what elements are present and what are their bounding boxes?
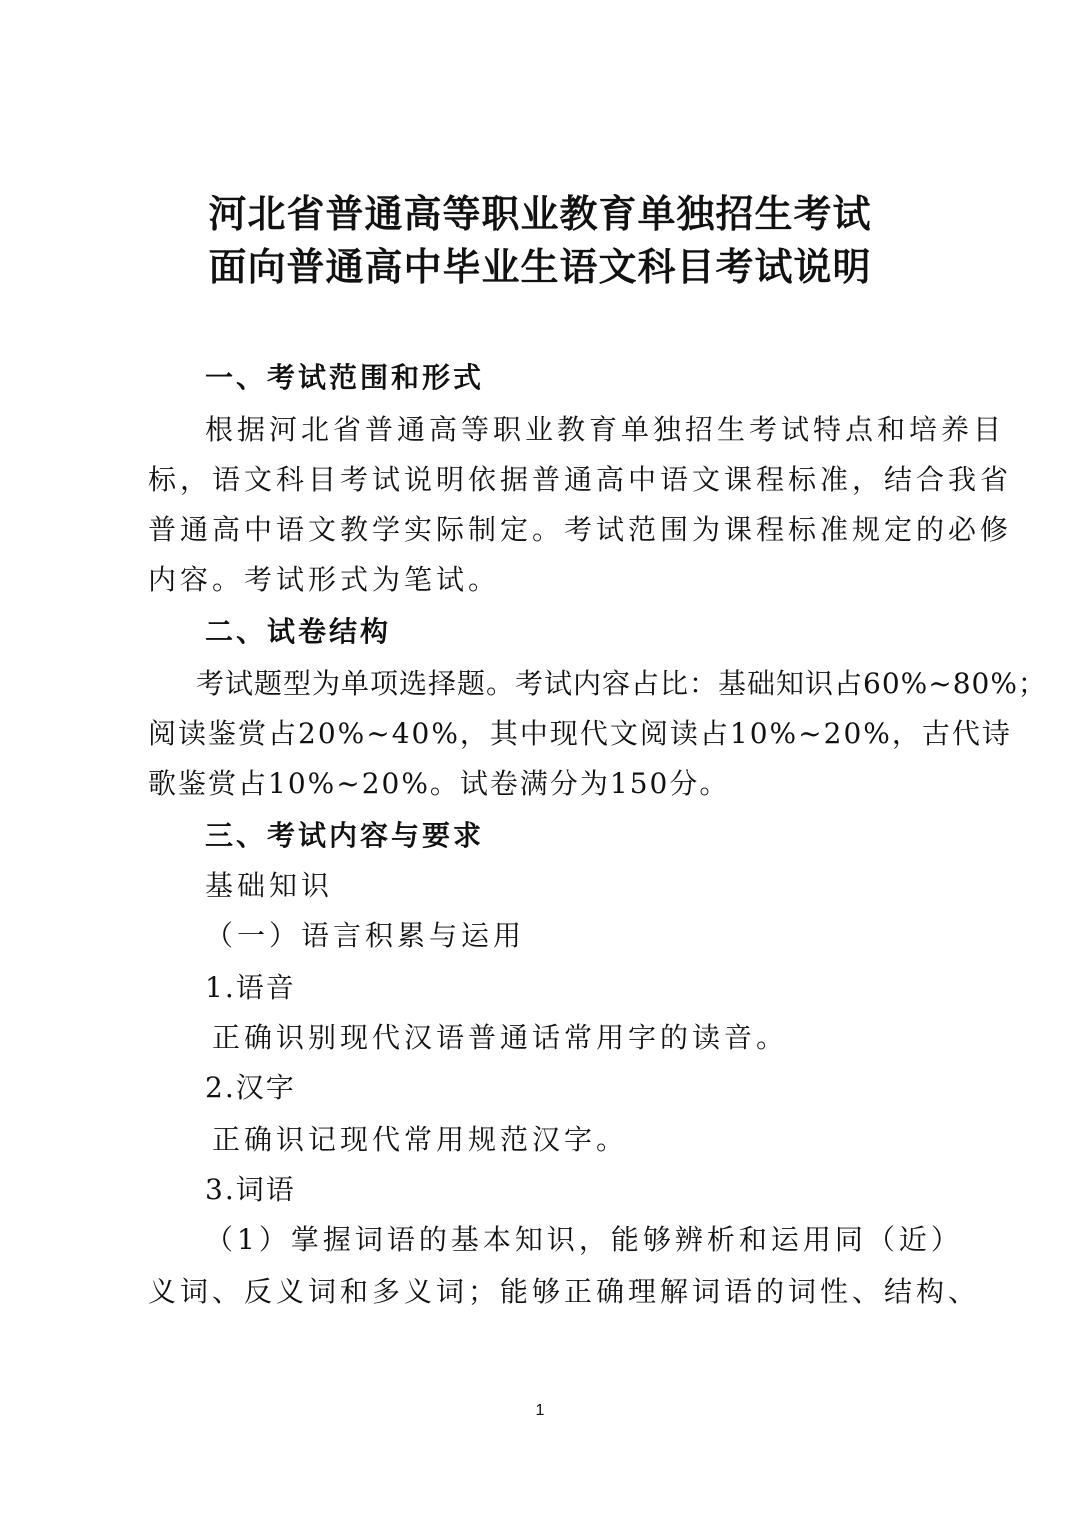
document-title-line-1: 河北省普通高等职业教育单独招生考试: [208, 191, 872, 236]
document-title-line-2: 面向普通高中毕业生语文科目考试说明: [208, 244, 872, 289]
item-2-title: 2.汉字: [205, 1071, 296, 1104]
item-1-title: 1.语音: [205, 971, 296, 1004]
section-2-paragraph-line-1: 考试题型为单项选择题。考试内容占比：基础知识占60%~80%；: [196, 667, 1047, 700]
section-3-heading: 三、考试内容与要求: [205, 819, 485, 852]
item-3-text-line-1: （1）掌握词语的基本知识，能够辨析和运用同（近）: [205, 1223, 963, 1256]
page-number: 1: [535, 1402, 545, 1419]
item-2-text: 正确识记现代常用规范汉字。: [212, 1123, 629, 1156]
item-3-title: 3.词语: [205, 1173, 296, 1206]
section-1-paragraph-line-2: 标，语文科目考试说明依据普通高中语文课程标准，结合我省: [148, 463, 1013, 496]
item-3-text-line-2: 义词、反义词和多义词；能够正确理解词语的词性、结构、: [148, 1275, 981, 1308]
section-2-heading: 二、试卷结构: [205, 615, 392, 648]
section-3-subsection: （一）语言积累与运用: [205, 919, 526, 952]
section-2-paragraph-line-2: 阅读鉴赏占20%~40%，其中现代文阅读占10%~20%，古代诗: [148, 717, 1012, 750]
section-1-heading: 一、考试范围和形式: [205, 361, 485, 394]
section-1-paragraph-line-4: 内容。考试形式为笔试。: [148, 563, 501, 596]
section-1-paragraph-line-1: 根据河北省普通高等职业教育单独招生考试特点和培养目: [205, 413, 1006, 446]
section-1-paragraph-line-3: 普通高中语文教学实际制定。考试范围为课程标准规定的必修: [148, 513, 1013, 546]
item-1-text: 正确识别现代汉语普通话常用字的读音。: [212, 1021, 789, 1054]
section-2-paragraph-line-3: 歌鉴赏占10%~20%。试卷满分为150分。: [148, 767, 730, 800]
section-3-subheading: 基础知识: [205, 869, 334, 902]
